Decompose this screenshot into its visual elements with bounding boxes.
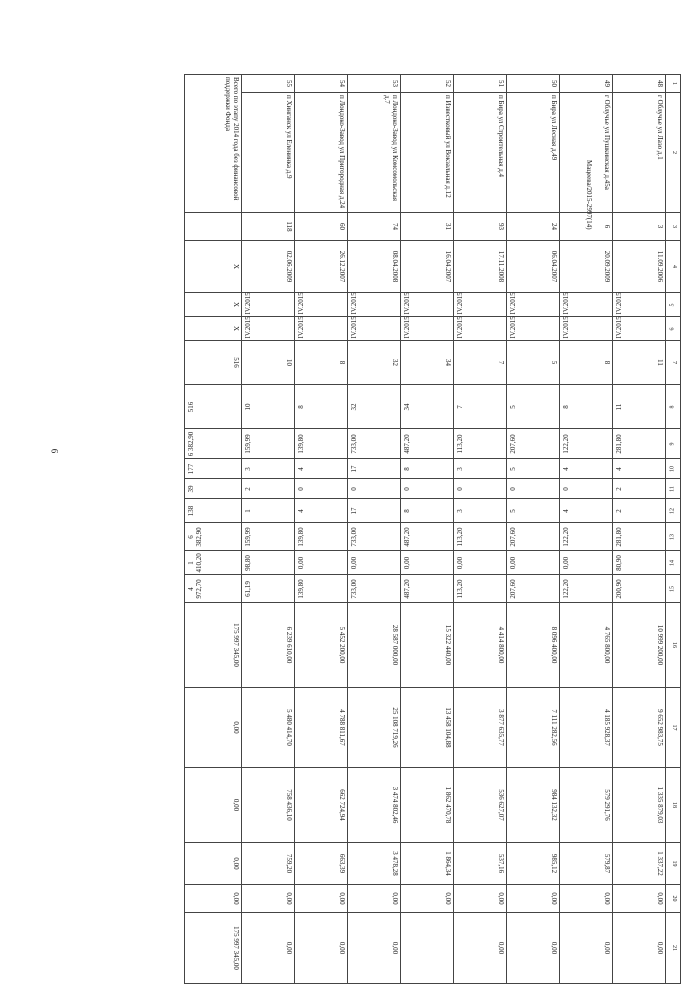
table-cell: 207,60 [507,575,560,603]
page-number: 6 [49,448,60,454]
table-cell: X [185,317,242,341]
document-code: Мацеева/2015-2997(14) [585,160,593,230]
address-cell: п Бира ул Лесная д.49 [507,93,560,213]
table-cell: 159,99 [242,523,295,551]
table-cell: 61,19 [242,575,295,603]
row-number-cell: 50 [507,75,560,93]
table-cell: 281,80 [613,523,666,551]
table-cell: 122,20 [560,575,613,603]
table-cell: 0,00 [560,885,613,913]
table-cell: 32 [348,341,401,385]
table-cell: 3 [613,213,666,241]
table-cell: 0,00 [560,913,613,984]
table-cell: 0 [348,479,401,499]
row-number-cell: 48 [613,75,666,93]
table-cell: 8 096 400,00 [507,603,560,688]
table-cell: 24 [507,213,560,241]
table-cell: 281,80 [613,429,666,459]
table-cell: 93 [454,213,507,241]
table-cell: 139,80 [295,575,348,603]
table-cell: IV.2015 [613,317,666,341]
table-cell: 10 999 200,00 [613,603,666,688]
table-cell: 2 [613,499,666,523]
row-number-cell: 52 [401,75,454,93]
table-cell: 733,00 [348,523,401,551]
table-cell: 11 [613,385,666,429]
column-number: 13 [666,523,681,551]
table-cell: 0,00 [454,913,507,984]
table-cell: 3 [242,459,295,479]
table-cell: IV.2015 [613,293,666,317]
table-cell: 0,00 [295,913,348,984]
column-number: 6 [666,317,681,341]
table-cell: 0 [454,479,507,499]
table-cell: 17 [348,459,401,479]
table-cell: 1 410,20 [185,551,242,575]
table-cell: 1 864,34 [401,843,454,885]
table-cell: 9 652 983,75 [613,688,666,768]
table-cell: 6 [560,213,613,241]
table-cell: 0,00 [295,551,348,575]
table-cell: 175 997 345,00 [185,913,242,984]
table-cell: 3 [454,499,507,523]
table-cell: 02.06.2009 [242,241,295,293]
table-cell: 113,20 [454,523,507,551]
table-cell: 1 862 470,78 [401,768,454,843]
table-cell: 08.04.2008 [348,241,401,293]
address-cell: п Хинганск ул Еленинка д.9 [242,93,295,213]
table-cell: 0,00 [401,551,454,575]
table-cell: 5 [507,459,560,479]
table-cell: 3 474 802,46 [348,768,401,843]
table-cell: 10 [242,341,295,385]
table-row [348,75,401,984]
table-cell: 487,20 [401,429,454,459]
table-cell: 4 [295,459,348,479]
table-cell: IV.2015 [295,317,348,341]
table-cell: 0,00 [454,885,507,913]
table-cell: 0,00 [560,551,613,575]
table-cell: 74 [348,213,401,241]
table-cell: 8 [295,385,348,429]
table-cell: 26.12.2007 [295,241,348,293]
address-cell: г Облучье ул Пушкинская д.45а [560,93,613,213]
table-cell: 4 [295,499,348,523]
table-row [454,75,507,984]
table-row [507,75,560,984]
table-cell: 15 322 440,00 [401,603,454,688]
column-number: 5 [666,293,681,317]
column-number: 8 [666,385,681,429]
column-number: 9 [666,429,681,459]
table-cell [185,213,242,241]
table-cell: 8 [295,341,348,385]
table-cell: 139,80 [295,429,348,459]
table-cell: 758 436,10 [242,768,295,843]
table-cell: IV.2015 [401,293,454,317]
table-cell: 3 [454,459,507,479]
table-cell: 122,20 [560,523,613,551]
table-row [401,75,454,984]
table-cell: IV.2015 [507,293,560,317]
table-cell: 2 [613,479,666,499]
table-cell: 13 458 104,88 [401,688,454,768]
table-cell: 8 [560,341,613,385]
table-cell: 17 [348,499,401,523]
table-cell: 0,00 [242,885,295,913]
table-cell: 759,20 [242,843,295,885]
address-cell: г Облучье ул Лазо д.1 [613,93,666,213]
table-cell: 122,20 [560,429,613,459]
column-number: 12 [666,499,681,523]
document-table-rotated [184,74,681,970]
table-cell: 11 [613,341,666,385]
table-cell: 5 [507,341,560,385]
table-cell: 113,20 [454,429,507,459]
table-cell: 28 587 000,00 [348,603,401,688]
row-number-cell: 51 [454,75,507,93]
table-cell: 4 185 928,37 [560,688,613,768]
table-cell: 0,00 [348,551,401,575]
address-cell: п Бира ул Строительная д.4 [454,93,507,213]
table-cell: 487,20 [401,575,454,603]
table-cell: 0 [401,479,454,499]
table-cell: 4 [613,459,666,479]
table-cell: 17.11.2008 [454,241,507,293]
table-cell: 0,00 [348,913,401,984]
row-number-cell: 54 [295,75,348,93]
table-cell: 0,00 [185,688,242,768]
table-cell: 579,87 [560,843,613,885]
table-cell: 1 [242,499,295,523]
table-cell: 8 [401,499,454,523]
table-cell: 60 [295,213,348,241]
table-cell: 0,00 [507,913,560,984]
table-cell: 487,20 [401,523,454,551]
table-cell: 0,00 [507,551,560,575]
table-cell: 3 877 635,77 [454,688,507,768]
table-cell: IV.2015 [454,317,507,341]
table-cell: 579 291,76 [560,768,613,843]
column-number: 19 [666,843,681,885]
table-cell: 8 [401,459,454,479]
column-number: 14 [666,551,681,575]
table-cell: 5 480 414,70 [242,688,295,768]
total-label: Всего по этапу 2014 года без финансовой поддержки Фонда [185,75,242,213]
table-cell: IV.2015 [242,293,295,317]
table-cell: 0,00 [454,551,507,575]
table-cell: 113,20 [454,575,507,603]
table-cell: 39 [185,479,242,499]
table-cell: 98,80 [242,551,295,575]
row-number-cell: 53 [348,75,401,93]
table-row [295,75,348,984]
table-cell: IV.2015 [507,317,560,341]
table-cell: 175 997 345,00 [185,603,242,688]
table-cell: 0,00 [242,913,295,984]
table-cell: IV.2015 [560,293,613,317]
column-number: 4 [666,241,681,293]
table-cell: 34 [401,341,454,385]
table-cell: IV.2015 [348,293,401,317]
table-cell: 662 724,94 [295,768,348,843]
table-cell: 5 [507,499,560,523]
table-cell: 34 [401,385,454,429]
table-cell: 4 765 800,00 [560,603,613,688]
table-cell: IV.2015 [348,317,401,341]
table-cell: 5 [507,385,560,429]
address-cell: п Лондоко-Завод ул Комсомольская д.7 [348,93,401,213]
column-number: 10 [666,459,681,479]
table-cell: 200,90 [613,575,666,603]
table-cell: 0,00 [185,885,242,913]
table-cell: X [185,293,242,317]
table-cell: 6 239 610,00 [242,603,295,688]
table-cell: 0,00 [185,843,242,885]
table-cell: 8 [560,385,613,429]
table-cell: 139,80 [295,523,348,551]
housing-table [184,74,681,984]
table-cell: 31 [401,213,454,241]
table-cell: 11.09.2006 [613,241,666,293]
table-cell: 0 [507,479,560,499]
row-number-cell: 49 [560,75,613,93]
table-cell: 10 [242,385,295,429]
column-number: 11 [666,479,681,499]
table-cell: 0,00 [613,885,666,913]
table-cell: 207,60 [507,523,560,551]
row-number-cell: 55 [242,75,295,93]
total-row [185,75,242,984]
column-number: 18 [666,768,681,843]
table-cell: 6 382,90 [185,523,242,551]
table-cell: 733,00 [348,575,401,603]
table-cell: 0,00 [507,885,560,913]
table-cell: IV.2015 [401,317,454,341]
table-cell: 7 111 282,56 [507,688,560,768]
table-cell: 537,16 [454,843,507,885]
table-cell: 0 [560,479,613,499]
table-cell [401,913,454,984]
table-cell: 1 335 879,03 [613,768,666,843]
table-cell: 06.04.2007 [507,241,560,293]
table-cell: 0,00 [348,885,401,913]
address-cell: п Известковый ул Вокзальная д.12 [401,93,454,213]
table-cell: 4 [560,459,613,479]
table-row [560,75,613,984]
column-number: 15 [666,575,681,603]
table-cell: 80,90 [613,551,666,575]
table-cell: 7 [454,385,507,429]
table-cell: 984 132,32 [507,768,560,843]
table-cell: 2 [242,479,295,499]
column-number: 7 [666,341,681,385]
table-cell: 0,00 [613,913,666,984]
column-number: 2 [666,93,681,213]
table-cell: 516 [185,385,242,429]
table-cell: 0,00 [401,885,454,913]
table-cell: 3 478,28 [348,843,401,885]
table-cell: 4 788 811,67 [295,688,348,768]
column-number: 17 [666,688,681,768]
table-cell: 1 337,22 [613,843,666,885]
table-row [242,75,295,984]
table-cell: 6 382,90 [185,429,242,459]
table-cell: 0 [295,479,348,499]
table-cell: 207,60 [507,429,560,459]
table-cell: X [185,241,242,293]
table-cell: 138 [185,499,242,523]
table-cell: IV.2015 [242,317,295,341]
table-cell: IV.2015 [295,293,348,317]
table-row [613,75,666,984]
table-cell: IV.2015 [560,317,613,341]
table-cell: 118 [242,213,295,241]
column-number: 16 [666,603,681,688]
table-cell: 0,00 [295,885,348,913]
table-cell: 5 452 200,00 [295,603,348,688]
table-cell: 177 [185,459,242,479]
column-number: 1 [666,75,681,93]
table-cell: 985,12 [507,843,560,885]
table-cell: 0,00 [185,768,242,843]
table-cell: 733,00 [348,429,401,459]
table-cell: 25 108 719,26 [348,688,401,768]
table-cell: 663,39 [295,843,348,885]
table-cell: 32 [348,385,401,429]
table-cell: IV.2015 [454,293,507,317]
table-cell: 4 [560,499,613,523]
table-cell: 16.04.2007 [401,241,454,293]
table-cell: 516 [185,341,242,385]
column-number: 21 [666,913,681,984]
table-cell: 7 [454,341,507,385]
table-cell: 4 414 800,00 [454,603,507,688]
address-cell: п Лондоко-Завод ул Пригородная д.24 [295,93,348,213]
table-cell: 536 627,07 [454,768,507,843]
column-number: 3 [666,213,681,241]
column-number-row [666,75,681,984]
table-cell: 159,99 [242,429,295,459]
table-cell: 20.09.2009 [560,241,613,293]
table-cell: 4 972,70 [185,575,242,603]
column-number: 20 [666,885,681,913]
